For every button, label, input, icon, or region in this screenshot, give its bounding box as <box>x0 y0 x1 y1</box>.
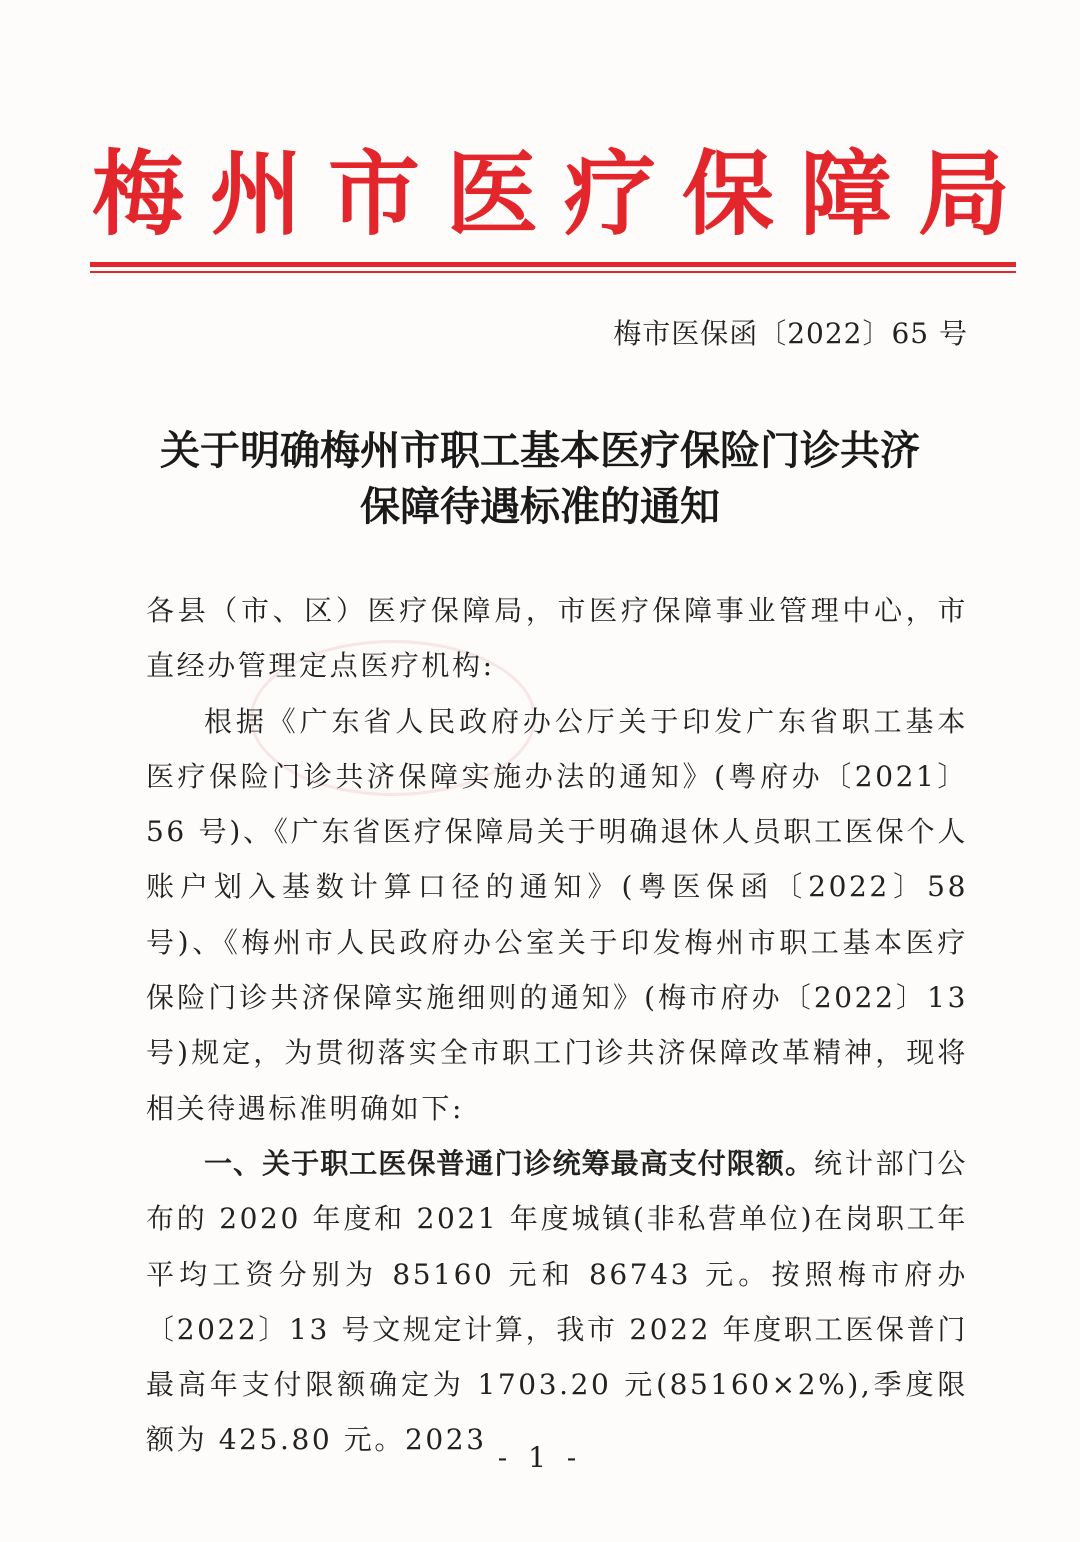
title-line-1: 关于明确梅州市职工基本医疗保险门诊共济 <box>160 427 920 474</box>
salutation: 各县（市、区）医疗保障局，市医疗保障事业管理中心，市直经办管理定点医疗机构: <box>146 594 968 683</box>
red-rule-thick <box>90 262 1016 267</box>
section-1 <box>146 1136 968 1468</box>
body-text <box>146 583 968 1468</box>
section-1-text: 统计部门公布的 2020 年度和 2021 年度城镇(非私营单位)在岗职工年平均工资分别为 85160 元和 86743 元。按照梅市府办〔2022〕13 号文规定计算，我市 2022 年度职工医保普门最高年支付限额确定为 1703.20 元(85160×2%),季度限额为 425.80 元。2023 <box>146 1146 968 1457</box>
paragraph-basis: 根据《广东省人民政府办公厅关于印发广东省职工基本医疗保险门诊共济保障实施办法的通知》(粤府办〔2021〕56 号)、《广东省医疗保障局关于明确退休人员职工医保个人账户划入基数计算口径的通知》(粤医保函〔2022〕58 号)、《梅州市人民政府办公室关于印发梅州市职工基本医疗保险门诊共济保障实施细则的通知》(梅市府办〔2022〕13 号)规定，为贯彻落实全市职工门诊共济保障改革精神，现将相关待遇标准明确如下: <box>146 704 968 1125</box>
page-number: - 1 - <box>497 1441 583 1474</box>
agency-name: 梅州市医疗保障局 <box>92 141 1037 248</box>
red-rule-thin <box>90 271 1016 273</box>
title-line-2: 保障待遇标准的通知 <box>360 483 720 530</box>
document-number: 梅市医保函〔2022〕65 号 <box>613 317 968 350</box>
section-1-heading: 一、关于职工医保普通门诊统筹最高支付限额。 <box>204 1146 814 1180</box>
